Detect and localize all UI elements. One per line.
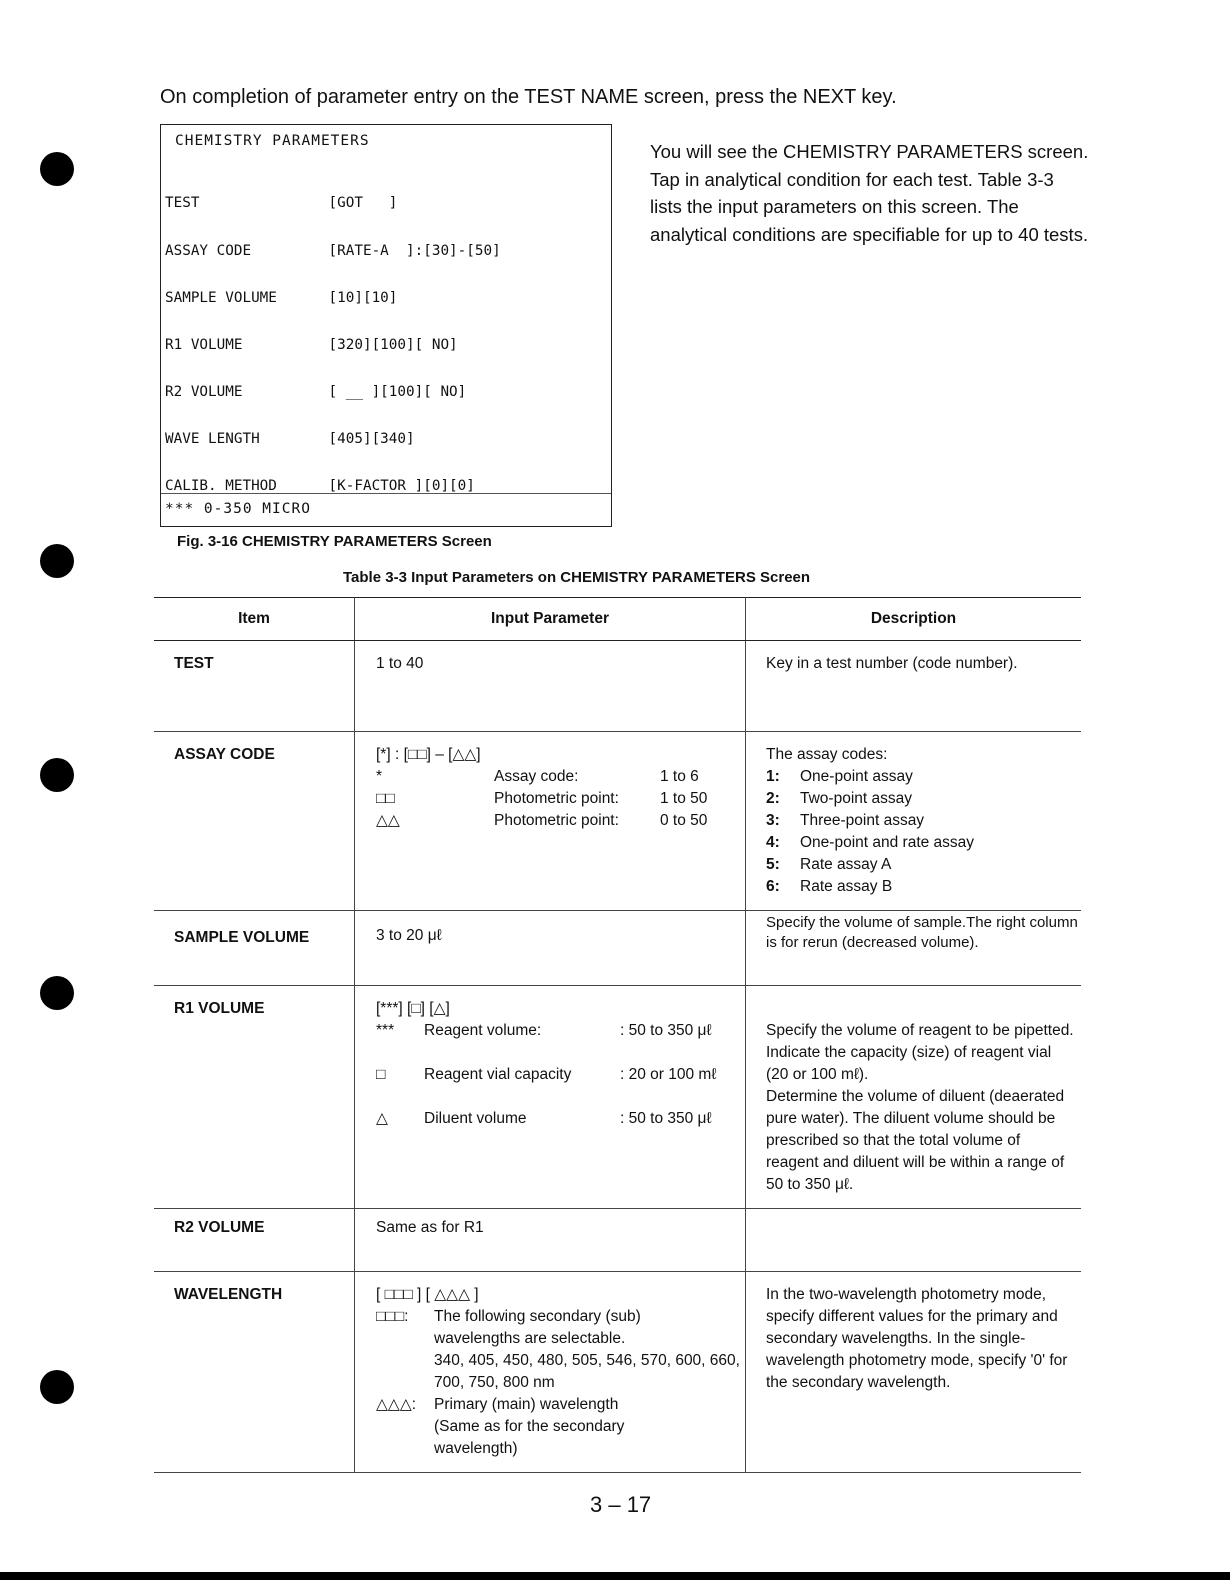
range: 1 to 6 [660,768,699,785]
input-cell [355,986,746,1209]
symbol: △ [376,1110,388,1127]
punch-hole [40,758,74,792]
punch-hole [40,976,74,1010]
assay-code-row [766,876,1075,898]
description-cell: In the two-wavelength photometry mode, specify different values for the primary and secondary wavelengths. In the single-wavelength photometry mode, specify '0' for the secondary wavelength. [746,1272,1082,1473]
symbol: □ [376,1066,386,1083]
table-row [154,732,1081,911]
table-caption: Table 3-3 Input Parameters on CHEMISTRY PARAMETERS Screen [343,569,811,586]
range: : 50 to 350 μℓ [620,1110,712,1127]
label: Assay code: [494,768,579,785]
code-text: Rate assay A [800,856,892,873]
r1-format: [***] [□] [△] [376,1000,450,1017]
input-cell [355,732,746,911]
range: : 20 or 100 mℓ [620,1066,717,1083]
wave-sub-row [376,1394,745,1416]
code-text: One-point assay [800,768,913,785]
symbol: □□□: [376,1308,409,1325]
description-cell [746,1209,1082,1272]
r1-sub-row [376,1064,745,1086]
screen-footer: *** 0-350 MICRO [165,501,311,517]
code-number: 2: [766,790,780,807]
wave-sub-row [376,1306,745,1350]
punch-hole [40,1370,74,1404]
page-number: 3 – 17 [590,1492,652,1517]
assay-sub-row [376,788,745,810]
r1-desc-1: Specify the volume of reagent to be pipetted. [766,1022,1074,1039]
wave-list: 340, 405, 450, 480, 505, 546, 570, 600, 660, 700, 750, 800 nm [434,1352,740,1391]
code-text: Rate assay B [800,878,893,895]
table-row [154,986,1081,1209]
code-number: 3: [766,812,780,829]
assay-code-row [766,766,1075,788]
code-number: 6: [766,878,780,895]
r1-desc-2: Indicate the capacity (size) of reagent vial (20 or 100 mℓ). [766,1044,1052,1083]
symbol: * [376,768,383,785]
screen-divider [161,493,611,494]
symbol: △△ [376,812,400,829]
range: 1 to 50 [660,790,708,807]
table-header-row [154,598,1081,641]
assay-code-row [766,810,1075,832]
code-text: Two-point assay [800,790,912,807]
assay-sub-row [376,810,745,832]
screen-lines [165,165,501,527]
range: : 50 to 350 μℓ [620,1022,712,1039]
label: Photometric point: [494,812,619,829]
assay-format: [*] : [□□] – [△△] [376,746,481,763]
description-cell [746,732,1082,911]
bottom-rule [0,1572,1230,1580]
input-cell: 1 to 40 [355,641,746,732]
screen-title: CHEMISTRY PARAMETERS [175,133,370,149]
label: Diluent volume [424,1110,527,1127]
description-cell: Key in a test number (code number). [746,641,1082,732]
chemistry-parameters-screen [160,124,612,527]
item-cell: R1 VOLUME [154,986,355,1209]
text: The following secondary (sub) wavelengths are selectable. [434,1308,641,1347]
header-item: Item [154,598,355,641]
figure-caption: Fig. 3-16 CHEMISTRY PARAMETERS Screen [177,533,492,550]
assay-code-row [766,832,1075,854]
label: Reagent vial capacity [424,1066,572,1083]
intro-text: On completion of parameter entry on the TEST NAME screen, press the NEXT key. [160,86,897,108]
input-cell: Same as for R1 [355,1209,746,1272]
label: Reagent volume: [424,1022,542,1039]
code-number: 4: [766,834,780,851]
r1-sub-row [376,1108,745,1130]
parameters-table [154,597,1081,1473]
screen-line: ASSAY CODE [RATE-A ]:[30]-[50] [165,242,501,259]
text: Primary (main) wavelength [434,1396,619,1413]
item-cell: R2 VOLUME [154,1209,355,1272]
assay-code-row [766,788,1075,810]
code-number: 5: [766,856,780,873]
wave-format: [ □□□ ] [ △△△ ] [376,1286,479,1303]
punch-hole [40,544,74,578]
assay-sub-row [376,766,745,788]
description-cell [746,986,1082,1209]
item-cell: TEST [154,641,355,732]
label: Photometric point: [494,790,619,807]
header-input-parameter: Input Parameter [355,598,746,641]
screen-line: R2 VOLUME [ __ ][100][ NO] [165,383,467,400]
header-description: Description [746,598,1082,641]
screen-line: R1 VOLUME [320][100][ NO] [165,336,458,353]
table-row [154,641,1081,732]
table-row [154,911,1081,986]
symbol: △△△: [376,1396,417,1413]
input-cell [355,1272,746,1473]
code-text: One-point and rate assay [800,834,975,851]
symbol: □□ [376,790,395,807]
description-cell: Specify the volume of sample.The right column is for rerun (decreased volume). [746,911,1082,986]
code-number: 1: [766,768,780,785]
assay-desc-head: The assay codes: [766,746,888,763]
code-text: Three-point assay [800,812,925,829]
table-row [154,1272,1081,1473]
side-description: You will see the CHEMISTRY PARAMETERS screen. Tap in analytical condition for each test. Table 3-3 lists the input parameters on this screen. The analytical conditions are specifiable for up to 40 tests. [650,141,1089,245]
input-cell: 3 to 20 μℓ [355,911,746,986]
screen-line: TEST [GOT ] [165,195,398,212]
table-row [154,1209,1081,1272]
item-cell: ASSAY CODE [154,732,355,911]
punch-hole [40,152,74,186]
assay-code-row [766,854,1075,876]
r1-sub-row [376,1020,745,1042]
screen-line: WAVE LENGTH [405][340] [165,430,415,447]
range: 0 to 50 [660,812,708,829]
screen-line: SAMPLE VOLUME [10][10] [165,289,398,306]
item-cell: WAVELENGTH [154,1272,355,1473]
item-cell: SAMPLE VOLUME [154,911,355,986]
screen-line: CALIB. METHOD [K-FACTOR ][0][0] [165,478,475,495]
symbol: *** [376,1022,395,1039]
screen-line [165,526,501,527]
wave-note: (Same as for the secondary wavelength) [434,1418,625,1457]
r1-desc-3: Determine the volume of diluent (deaerated pure water). The diluent volume should be prescribed so that the total volume of reagent and diluent will be within a range of 50 to 350 μℓ. [766,1088,1065,1193]
